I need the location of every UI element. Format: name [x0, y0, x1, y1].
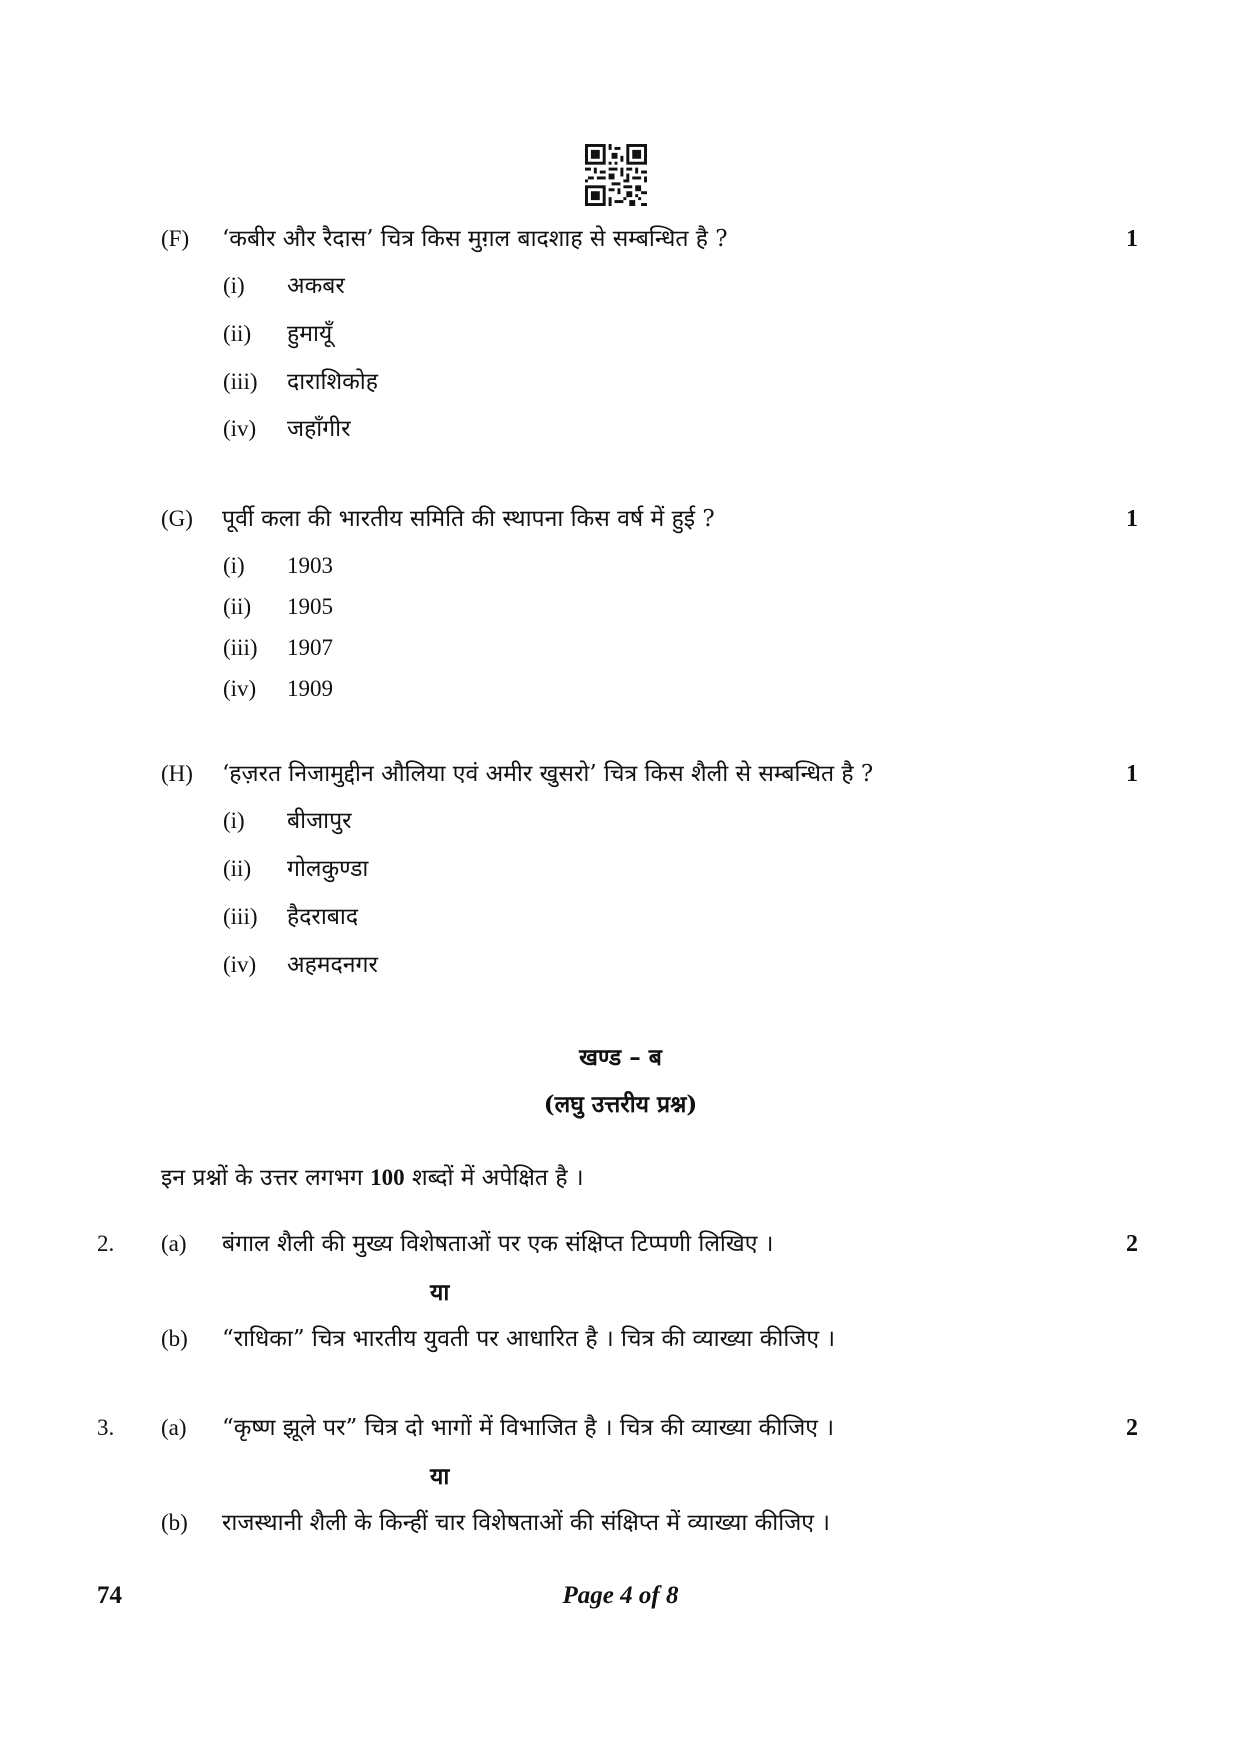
option-label: (iv) — [223, 676, 257, 701]
option-text: दाराशिकोह — [287, 369, 378, 395]
page-number: Page 4 of 8 — [562, 1582, 679, 1609]
question-label: (F) — [161, 226, 190, 251]
question-marks: 1 — [1126, 761, 1138, 787]
section-instruction — [161, 1163, 584, 1193]
option-label: (iii) — [223, 904, 258, 929]
option-label: (i) — [223, 808, 245, 833]
option-label: (iii) — [223, 635, 258, 660]
qr-code-icon — [585, 144, 647, 206]
section-title: खण्ड – ब — [579, 1044, 662, 1071]
option-text: बीजापुर — [287, 808, 352, 834]
option-label: (ii) — [223, 321, 252, 346]
option-text: 1905 — [287, 594, 333, 619]
option-text: जहाँगीर — [287, 416, 351, 442]
question-part-label: (a) — [161, 1415, 187, 1440]
question-part-label: (b) — [161, 1510, 188, 1535]
question-text: “राधिका” चित्र भारतीय युवती पर आधारित है । चित्र की व्याख्या कीजिए । — [222, 1326, 836, 1352]
question-marks: 1 — [1126, 506, 1138, 532]
question-number: 2. — [97, 1231, 115, 1256]
instruction-word-count: 100 — [370, 1165, 405, 1190]
question-text: राजस्थानी शैली के किन्हीं चार विशेषताओं की संक्षिप्त में व्याख्या कीजिए । — [222, 1510, 831, 1536]
question-text: पूर्वी कला की भारतीय समिति की स्थापना किस वर्ष में हुई ? — [222, 506, 715, 532]
question-part-label: (b) — [161, 1326, 188, 1351]
question-marks: 1 — [1126, 226, 1138, 252]
instruction-text: शब्दों में अपेक्षित है । — [404, 1165, 584, 1191]
option-label: (iv) — [223, 416, 257, 441]
question-label: (G) — [161, 506, 193, 531]
or-separator: या — [430, 1279, 450, 1306]
paper-code: 74 — [97, 1582, 122, 1609]
option-label: (iv) — [223, 952, 257, 977]
option-text: अहमदनगर — [287, 952, 378, 978]
option-text: हैदराबाद — [287, 904, 359, 930]
question-marks: 2 — [1126, 1415, 1138, 1441]
section-subtitle: (लघु उत्तरीय प्रश्न) — [543, 1091, 698, 1118]
question-text: बंगाल शैली की मुख्य विशेषताओं पर एक संक्षिप्त टिप्पणी लिखिए । — [222, 1231, 774, 1257]
question-label: (H) — [161, 761, 193, 786]
question-part-label: (a) — [161, 1231, 187, 1256]
question-text: ‘कबीर और रैदास’ चित्र किस मुग़ल बादशाह से सम्बन्धित है ? — [222, 226, 728, 252]
option-text: 1907 — [287, 635, 333, 660]
option-text: 1903 — [287, 553, 333, 578]
option-text: गोलकुण्डा — [287, 856, 369, 882]
question-number: 3. — [97, 1415, 115, 1440]
option-text: अकबर — [287, 273, 345, 299]
question-text: ‘हज़रत निजामुद्दीन औलिया एवं अमीर खुसरो’ चित्र किस शैली से सम्बन्धित है ? — [222, 761, 874, 787]
question-text: “कृष्ण झूले पर” चित्र दो भागों में विभाजित है । चित्र की व्याख्या कीजिए । — [222, 1415, 835, 1441]
question-marks: 2 — [1126, 1231, 1138, 1257]
option-label: (ii) — [223, 856, 252, 881]
option-label: (i) — [223, 273, 245, 298]
option-text: 1909 — [287, 676, 333, 701]
option-label: (ii) — [223, 594, 252, 619]
option-label: (i) — [223, 553, 245, 578]
option-label: (iii) — [223, 369, 258, 394]
instruction-text: इन प्रश्नों के उत्तर लगभग — [161, 1165, 371, 1191]
option-text: हुमायूँ — [287, 321, 333, 347]
or-separator: या — [430, 1463, 450, 1490]
